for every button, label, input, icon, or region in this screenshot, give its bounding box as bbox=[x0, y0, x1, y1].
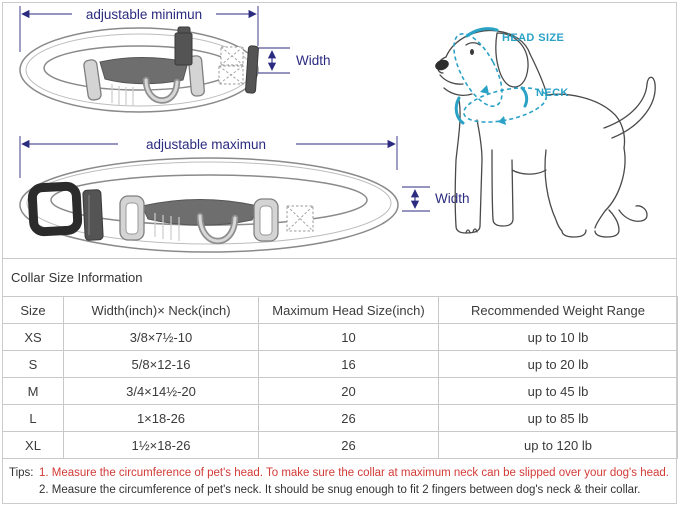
table-row-m bbox=[3, 378, 678, 405]
cell-size: XS bbox=[3, 324, 64, 351]
cell-width-neck: 1½×18-26 bbox=[64, 432, 259, 459]
cell-weight: up to 45 lb bbox=[439, 378, 678, 405]
adjustable-minimum-label: adjustable minimun bbox=[85, 7, 203, 22]
cell-weight: up to 85 lb bbox=[439, 405, 678, 432]
cell-size: L bbox=[3, 405, 64, 432]
width-label-bottom: Width bbox=[435, 191, 470, 206]
cell-head: 26 bbox=[259, 405, 439, 432]
tips-label: Tips: bbox=[9, 467, 34, 479]
table-header-row bbox=[3, 297, 678, 324]
head-size-label: HEAD SIZE bbox=[502, 32, 565, 44]
cell-width-neck: 1×18-26 bbox=[64, 405, 259, 432]
cell-weight: up to 20 lb bbox=[439, 351, 678, 378]
dog-nose bbox=[434, 58, 451, 72]
adjustable-maximum-label: adjustable maximun bbox=[145, 137, 267, 152]
collar-min-diagram bbox=[20, 6, 331, 112]
cell-size: S bbox=[3, 351, 64, 378]
cell-weight: up to 120 lb bbox=[439, 432, 678, 459]
dog-eye bbox=[470, 49, 474, 55]
cell-head: 16 bbox=[259, 351, 439, 378]
header-width-neck: Width(inch)× Neck(inch) bbox=[64, 297, 259, 324]
table-row-l bbox=[3, 405, 678, 432]
cell-weight: up to 10 lb bbox=[439, 324, 678, 351]
table-title: Collar Size Information bbox=[2, 258, 677, 296]
cell-head: 10 bbox=[259, 324, 439, 351]
tip-2: 2. Measure the circumference of pet's neck. It should be snug enough to fit 2 fingers between dog's neck & their collar. bbox=[39, 484, 641, 496]
collar-max-diagram bbox=[20, 136, 470, 252]
header-weight-range: Recommended Weight Range bbox=[439, 297, 678, 324]
table-row-s bbox=[3, 351, 678, 378]
tip-1: 1. Measure the circumference of pet's head. To make sure the collar at maximum neck can be slipped over your dog's head. bbox=[39, 467, 669, 479]
width-label-top: Width bbox=[296, 53, 331, 68]
neck-label: NECK bbox=[536, 87, 569, 99]
table-row-xs bbox=[3, 324, 678, 351]
cell-size: XL bbox=[3, 432, 64, 459]
header-size: Size bbox=[3, 297, 64, 324]
cell-size: M bbox=[3, 378, 64, 405]
cell-width-neck: 5/8×12-16 bbox=[64, 351, 259, 378]
cell-width-neck: 3/4×14½-20 bbox=[64, 378, 259, 405]
collar-size-table bbox=[2, 296, 678, 459]
table-row-xl bbox=[3, 432, 678, 459]
tips-section bbox=[2, 458, 677, 503]
cell-head: 26 bbox=[259, 432, 439, 459]
header-head-size: Maximum Head Size(inch) bbox=[259, 297, 439, 324]
cell-width-neck: 3/8×7½-10 bbox=[64, 324, 259, 351]
cell-head: 20 bbox=[259, 378, 439, 405]
